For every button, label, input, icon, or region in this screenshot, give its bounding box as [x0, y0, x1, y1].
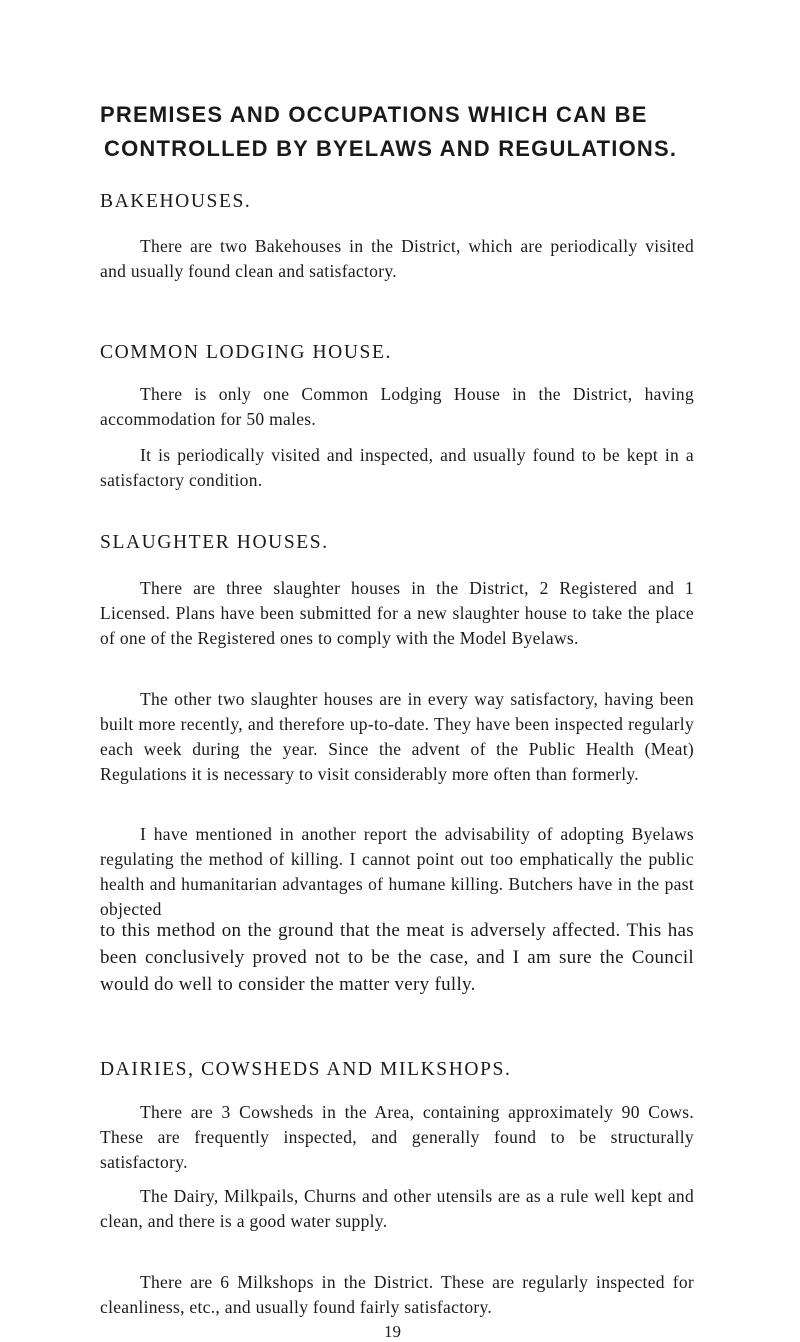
page-title	[100, 98, 740, 166]
paragraph-dairies-3: There are 6 Milkshops in the District. These are regularly inspected for cleanliness, etc., and usually found fairly satisfactory.	[100, 1272, 694, 1317]
page-number: 19	[384, 1322, 401, 1341]
paragraph-bakehouses: There are two Bakehouses in the District, which are periodically visited and usually found clean and satisfactory.	[100, 236, 694, 281]
paragraph-dairies-2: The Dairy, Milkpails, Churns and other utensils are as a rule well kept and clean, and there is a good water supply.	[100, 1186, 694, 1231]
heading-dairies-cowsheds-milkshops: DAIRIES, COWSHEDS AND MILKSHOPS.	[100, 1059, 512, 1080]
title-line-1: PREMISES AND OCCUPATIONS WHICH CAN BE	[100, 102, 648, 127]
paragraph-slaughter-2: The other two slaughter houses are in every way satisfactory, having been built more recently, and therefore up-to-date. They have been inspected regularly each week during the year. Since the advent of the Public Health (Meat) Regulations it is necessary to visit considerably more often than formerly.	[100, 689, 694, 784]
heading-common-lodging-house: COMMON LODGING HOUSE.	[100, 342, 392, 363]
heading-slaughter-houses: SLAUGHTER HOUSES.	[100, 532, 329, 553]
paragraph-lodging-2: It is periodically visited and inspected, and usually found to be kept in a satisfactory condition.	[100, 445, 694, 490]
heading-bakehouses: BAKEHOUSES.	[100, 191, 252, 212]
paragraph-slaughter-3b: to this method on the ground that the meat is adversely affected. This has been conclusively proved not to be the case, and I am sure the Council would do well to consider the matter very fully.	[100, 920, 694, 995]
paragraph-slaughter-1: There are three slaughter houses in the District, 2 Registered and 1 Licensed. Plans have been submitted for a new slaughter house to take the place of one of the Registered ones to comply with the Model Byelaws.	[100, 578, 694, 648]
title-line-2: CONTROLLED BY BYELAWS AND REGULATIONS.	[104, 136, 678, 161]
paragraph-slaughter-3a: I have mentioned in another report the advisability of adopting Byelaws regulating the method of killing. I cannot point out too emphatically the public health and humanitarian advantages of humane killing. Butchers have in the past objected	[100, 824, 694, 919]
paragraph-dairies-1: There are 3 Cowsheds in the Area, containing approximately 90 Cows. These are frequently inspected, and generally found to be structurally satisfactory.	[100, 1102, 694, 1172]
paragraph-lodging-1: There is only one Common Lodging House in the District, having accommodation for 50 males.	[100, 384, 694, 429]
